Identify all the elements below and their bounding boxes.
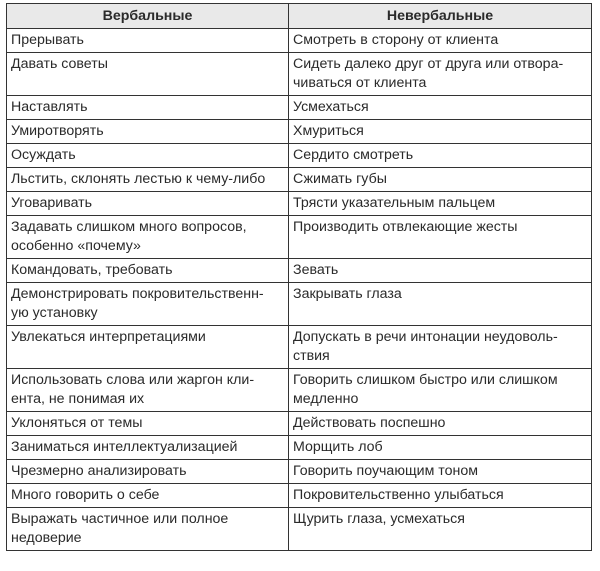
verbal-cell: Использовать слова или жаргон кли- ента, не понимая их xyxy=(7,369,289,412)
nonverbal-cell: Действовать поспешно xyxy=(289,412,592,436)
table-row xyxy=(7,326,592,369)
table-row xyxy=(7,29,592,53)
verbal-cell: Уговаривать xyxy=(7,192,289,216)
verbal-cell: Демонстрировать покровительственн- ую установку xyxy=(7,283,289,326)
verbal-cell: Давать советы xyxy=(7,53,289,96)
nonverbal-cell: Сидеть далеко друг от друга или отвора- чиваться от клиента xyxy=(289,53,592,96)
table-row xyxy=(7,508,592,551)
table-row xyxy=(7,484,592,508)
verbal-cell: Уклоняться от темы xyxy=(7,412,289,436)
table-row xyxy=(7,369,592,412)
verbal-cell: Командовать, требовать xyxy=(7,259,289,283)
header-nonverbal: Невербальные xyxy=(289,4,592,29)
verbal-cell: Льстить, склонять лестью к чему-либо xyxy=(7,168,289,192)
nonverbal-cell: Морщить лоб xyxy=(289,436,592,460)
table-row xyxy=(7,412,592,436)
nonverbal-cell: Допускать в речи интонации неудоволь- ствия xyxy=(289,326,592,369)
verbal-cell: Умиротворять xyxy=(7,120,289,144)
table-row xyxy=(7,192,592,216)
verbal-cell: Выражать частичное или полное недоверие xyxy=(7,508,289,551)
nonverbal-cell: Смотреть в сторону от клиента xyxy=(289,29,592,53)
header-row xyxy=(7,4,592,29)
verbal-cell: Увлекаться интерпретациями xyxy=(7,326,289,369)
header-verbal: Вербальные xyxy=(7,4,289,29)
nonverbal-cell: Зевать xyxy=(289,259,592,283)
table-row xyxy=(7,460,592,484)
table-row xyxy=(7,283,592,326)
table-row xyxy=(7,216,592,259)
nonverbal-cell: Сердито смотреть xyxy=(289,144,592,168)
nonverbal-cell: Покровительственно улыбаться xyxy=(289,484,592,508)
verbal-cell: Много говорить о себе xyxy=(7,484,289,508)
table-body xyxy=(7,29,592,551)
nonverbal-cell: Хмуриться xyxy=(289,120,592,144)
table-row xyxy=(7,120,592,144)
nonverbal-cell: Производить отвлекающие жесты xyxy=(289,216,592,259)
table-row xyxy=(7,53,592,96)
table-row xyxy=(7,168,592,192)
table-row xyxy=(7,96,592,120)
nonverbal-cell: Усмехаться xyxy=(289,96,592,120)
nonverbal-cell: Сжимать губы xyxy=(289,168,592,192)
nonverbal-cell: Говорить поучающим тоном xyxy=(289,460,592,484)
nonverbal-cell: Трясти указательным пальцем xyxy=(289,192,592,216)
table-header xyxy=(7,4,592,29)
nonverbal-cell: Закрывать глаза xyxy=(289,283,592,326)
verbal-cell: Чрезмерно анализировать xyxy=(7,460,289,484)
table-row xyxy=(7,436,592,460)
communication-table xyxy=(6,3,592,551)
nonverbal-cell: Говорить слишком быстро или слишком медленно xyxy=(289,369,592,412)
verbal-cell: Прерывать xyxy=(7,29,289,53)
verbal-cell: Осуждать xyxy=(7,144,289,168)
verbal-cell: Заниматься интеллектуализацией xyxy=(7,436,289,460)
table-row xyxy=(7,259,592,283)
table-row xyxy=(7,144,592,168)
nonverbal-cell: Щурить глаза, усмехаться xyxy=(289,508,592,551)
verbal-cell: Наставлять xyxy=(7,96,289,120)
verbal-cell: Задавать слишком много вопросов, особенно «почему» xyxy=(7,216,289,259)
